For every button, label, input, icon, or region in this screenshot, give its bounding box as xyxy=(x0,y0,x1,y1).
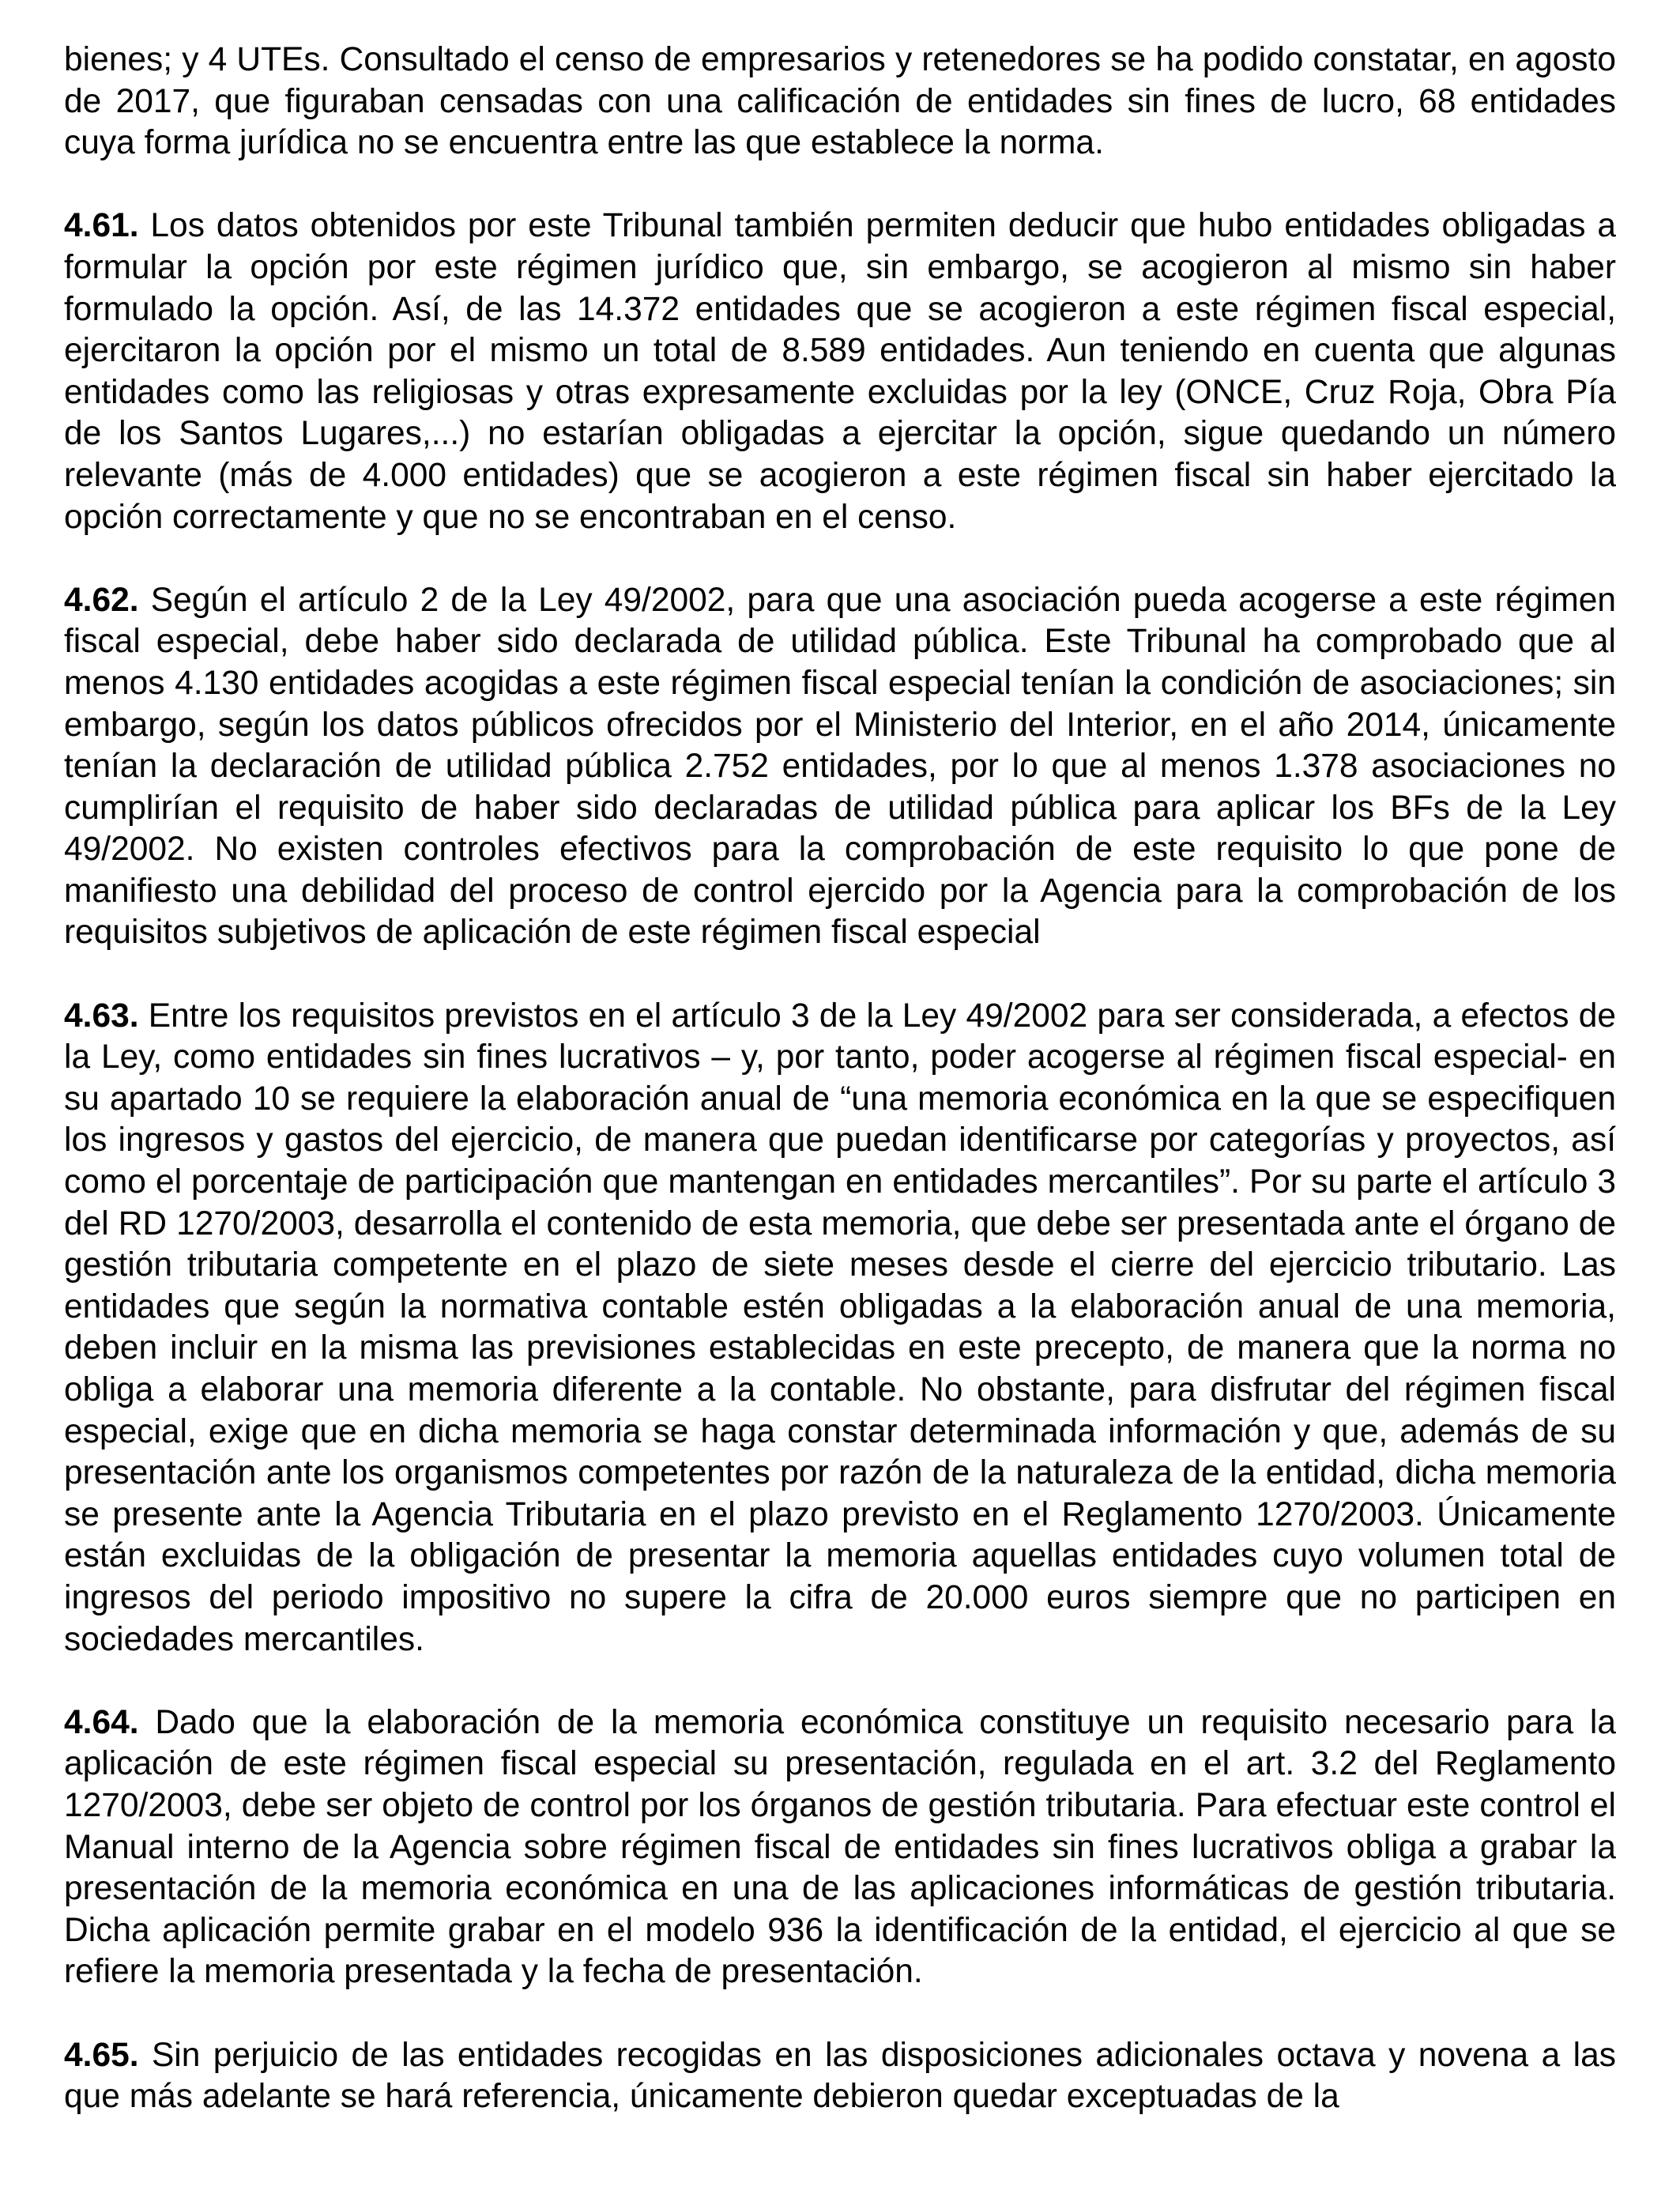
document-page xyxy=(64,40,1616,2159)
paragraph-number: 4.63. xyxy=(64,997,139,1035)
paragraph-text: Sin perjuicio de las entidades recogidas en las disposiciones adicionales octava y novena a las que más adelante se hará referencia, únicamente debieron quedar exceptuadas de la xyxy=(64,2036,1616,2116)
paragraph-4-64 xyxy=(64,1702,1616,1993)
paragraph-number: 4.61. xyxy=(64,207,139,245)
paragraph-4-61 xyxy=(64,205,1616,538)
paragraph-4-62 xyxy=(64,580,1616,954)
paragraph-text: Dado que la elaboración de la memoria económica constituye un requisito necesario para la aplicación de este régimen fiscal especial su presentación, regulada en el art. 3.2 del Reglamento 1270/2003, debe ser objeto de control por los órganos de gestión tributaria. Para efectuar este control el Manual interno de la Agencia sobre régimen fiscal de entidades sin fines lucrativos obliga a grabar la presentación de la memoria económica en una de las aplicaciones informáticas de gestión tributaria. Dicha aplicación permite grabar en el modelo 936 la identificación de la entidad, el ejercicio al que se refiere la memoria presentada y la fecha de presentación. xyxy=(64,1703,1616,1991)
paragraph-text: Según el artículo 2 de la Ley 49/2002, para que una asociación pueda acogerse a este régimen fiscal especial, debe haber sido declarada de utilidad pública. Este Tribunal ha comprobado que al menos 4.130 entidades acogidas a este régimen fiscal especial tenían la condición de asociaciones; sin embargo, según los datos públicos ofrecidos por el Ministerio del Interior, en el año 2014, únicamente tenían la declaración de utilidad pública 2.752 entidades, por lo que al menos 1.378 asociaciones no cumplirían el requisito de haber sido declaradas de utilidad pública para aplicar los BFs de la Ley 49/2002. No existen controles efectivos para la comprobación de este requisito lo que pone de manifiesto una debilidad del proceso de control ejercido por la Agencia para la comprobación de los requisitos subjetivos de aplicación de este régimen fiscal especial xyxy=(64,581,1616,952)
paragraph-number: 4.64. xyxy=(64,1703,139,1741)
paragraph-text: bienes; y 4 UTEs. Consultado el censo de empresarios y retenedores se ha podido constatar, en agosto de 2017, que figuraban censadas con una calificación de entidades sin fines de lucro, 68 entidades cuya forma jurídica no se encuentra entre las que establece la norma. xyxy=(64,41,1616,162)
paragraph-number: 4.65. xyxy=(64,2036,139,2074)
paragraph-number: 4.62. xyxy=(64,581,139,619)
paragraph-text: Entre los requisitos previstos en el artículo 3 de la Ley 49/2002 para ser considerada, a efectos de la Ley, como entidades sin fines lucrativos – y, por tanto, poder acogerse al régimen fiscal especial- en su apartado 10 se requiere la elaboración anual de “una memoria económica en la que se especifiquen los ingresos y gastos del ejercicio, de manera que puedan identificarse por categorías y proyectos, así como el porcentaje de participación que mantengan en entidades mercantiles”. Por su parte el artículo 3 del RD 1270/2003, desarrolla el contenido de esta memoria, que debe ser presentada ante el órgano de gestión tributaria competente en el plazo de siete meses desde el cierre del ejercicio tributario. Las entidades que según la normativa contable estén obligadas a la elaboración anual de una memoria, deben incluir en la misma las previsiones establecidas en este precepto, de manera que la norma no obliga a elaborar una memoria diferente a la contable. No obstante, para disfrutar del régimen fiscal especial, exige que en dicha memoria se haga constar determinada información y que, además de su presentación ante los organismos competentes por razón de la naturaleza de la entidad, dicha memoria se presente ante la Agencia Tributaria en el plazo previsto en el Reglamento 1270/2003. Únicamente están excluidas de la obligación de presentar la memoria aquellas entidades cuyo volumen total de ingresos del periodo impositivo no supere la cifra de 20.000 euros siempre que no participen en sociedades mercantiles. xyxy=(64,997,1616,1658)
paragraph-text: Los datos obtenidos por este Tribunal también permiten deducir que hubo entidades obligadas a formular la opción por este régimen jurídico que, sin embargo, se acogieron al mismo sin haber formulado la opción. Así, de las 14.372 entidades que se acogieron a este régimen fiscal especial, ejercitaron la opción por el mismo un total de 8.589 entidades. Aun teniendo en cuenta que algunas entidades como las religiosas y otras expresamente excluidas por la ley (ONCE, Cruz Roja, Obra Pía de los Santos Lugares,...) no estarían obligadas a ejercitar la opción, sigue quedando un número relevante (más de 4.000 entidades) que se acogieron a este régimen fiscal sin haber ejercitado la opción correctamente y que no se encontraban en el censo. xyxy=(64,207,1616,536)
paragraph-4-65 xyxy=(64,2035,1616,2118)
paragraph-continuation xyxy=(64,40,1616,164)
paragraph-4-63 xyxy=(64,996,1616,1661)
